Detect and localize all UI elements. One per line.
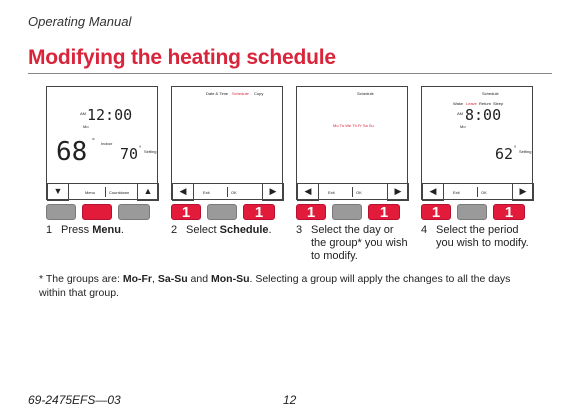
menu-schedule: Schedule: [232, 91, 249, 96]
left-arrow-icon[interactable]: ◀: [422, 184, 444, 201]
hardware-button-middle[interactable]: [207, 204, 237, 220]
softkey-separator: [105, 187, 106, 197]
step-number: 2: [171, 224, 178, 236]
page-number: 12: [283, 393, 297, 407]
menu-copy: Copy: [254, 91, 264, 96]
thermostat-screen-home: [46, 86, 158, 200]
indoor-temperature: 68: [56, 137, 88, 167]
title-divider: [28, 73, 552, 74]
step-number: 1: [46, 224, 53, 236]
period-sleep: Sleep: [493, 101, 504, 106]
softkey-countdown[interactable]: Countdown: [109, 190, 130, 195]
hardware-buttons: [421, 204, 533, 220]
step-text: Press Menu.: [61, 224, 124, 236]
step-text: Select the period you wish to modify.: [436, 224, 529, 249]
schedule-heading: Schedule: [357, 91, 374, 96]
clock-display: 8:00: [465, 106, 502, 124]
page-title: Modifying the heating schedule: [28, 46, 336, 69]
thermostat-screen-menu: [171, 86, 283, 200]
softkey-bar: [422, 183, 534, 201]
hardware-button-right[interactable]: 1: [368, 204, 400, 220]
day-list: Mo Tu We Th Fr Sa Su: [333, 123, 374, 128]
setting-temperature: 70: [120, 145, 139, 163]
hardware-button-right[interactable]: 1: [493, 204, 525, 220]
hardware-button-left[interactable]: 1: [296, 204, 326, 220]
hardware-button-left[interactable]: 1: [421, 204, 451, 220]
period-wake: Wake: [453, 101, 464, 106]
right-arrow-icon[interactable]: ▶: [262, 184, 284, 201]
softkey-exit[interactable]: Exit: [453, 190, 460, 195]
menu-date-time: Date & Time: [206, 91, 229, 96]
hardware-button-middle[interactable]: [82, 204, 112, 220]
period-leave: Leave: [466, 101, 477, 106]
hardware-button-middle[interactable]: [457, 204, 487, 220]
day-indicator: Mo: [83, 124, 89, 129]
document-code: 69-2475EFS—03: [28, 393, 121, 407]
hardware-buttons: [46, 204, 158, 220]
hardware-button-middle[interactable]: [332, 204, 362, 220]
softkey-ok[interactable]: OK: [356, 190, 362, 195]
period-return: Return: [479, 101, 492, 106]
setting-label: Setting: [519, 149, 532, 154]
am-indicator: AM: [80, 111, 86, 116]
right-arrow-icon[interactable]: ▶: [387, 184, 409, 201]
up-arrow-icon[interactable]: ▲: [137, 184, 159, 201]
day-indicator: Mo: [460, 124, 466, 129]
softkey-menu[interactable]: Menu: [85, 190, 96, 195]
hardware-buttons: [171, 204, 283, 220]
softkey-bar: [47, 183, 159, 201]
softkey-bar: [172, 183, 284, 201]
schedule-heading: Schedule: [482, 91, 499, 96]
softkey-separator: [352, 187, 353, 197]
softkey-separator: [227, 187, 228, 197]
left-arrow-icon[interactable]: ◀: [297, 184, 319, 201]
softkey-bar: [297, 183, 409, 201]
step-text: Select the day or the group* you wish to modify.: [311, 224, 408, 262]
setting-degree-symbol: °: [139, 146, 142, 152]
softkey-separator: [477, 187, 478, 197]
right-arrow-icon[interactable]: ▶: [512, 184, 534, 201]
hardware-button-left[interactable]: 1: [171, 204, 201, 220]
softkey-ok[interactable]: OK: [231, 190, 237, 195]
clock-display: 12:00: [87, 106, 133, 124]
groups-footnote: * The groups are: Mo-Fr, Sa-Su and Mon-Su. Selecting a group will apply the changes to all the days within that group.: [39, 273, 511, 299]
am-indicator: AM: [457, 111, 463, 116]
softkey-exit[interactable]: Exit: [328, 190, 335, 195]
hardware-buttons: [296, 204, 408, 220]
thermostat-screen-period-select: [421, 86, 533, 200]
step-number: 4: [421, 224, 428, 236]
manual-label: Operating Manual: [28, 14, 132, 29]
left-arrow-icon[interactable]: ◀: [172, 184, 194, 201]
down-arrow-icon[interactable]: ▼: [47, 184, 69, 201]
step-text: Select Schedule.: [186, 224, 272, 236]
setting-temperature: 62: [495, 145, 514, 163]
indoor-degree-symbol: °: [92, 138, 95, 145]
setting-degree-symbol: °: [514, 146, 517, 152]
hardware-button-right[interactable]: [118, 204, 150, 220]
softkey-ok[interactable]: OK: [481, 190, 487, 195]
step-number: 3: [296, 224, 303, 236]
hardware-button-right[interactable]: 1: [243, 204, 275, 220]
hardware-button-left[interactable]: [46, 204, 76, 220]
indoor-label: Indoor: [101, 141, 113, 146]
softkey-exit[interactable]: Exit: [203, 190, 210, 195]
setting-label: Setting: [144, 149, 157, 154]
thermostat-screen-day-select: [296, 86, 408, 200]
